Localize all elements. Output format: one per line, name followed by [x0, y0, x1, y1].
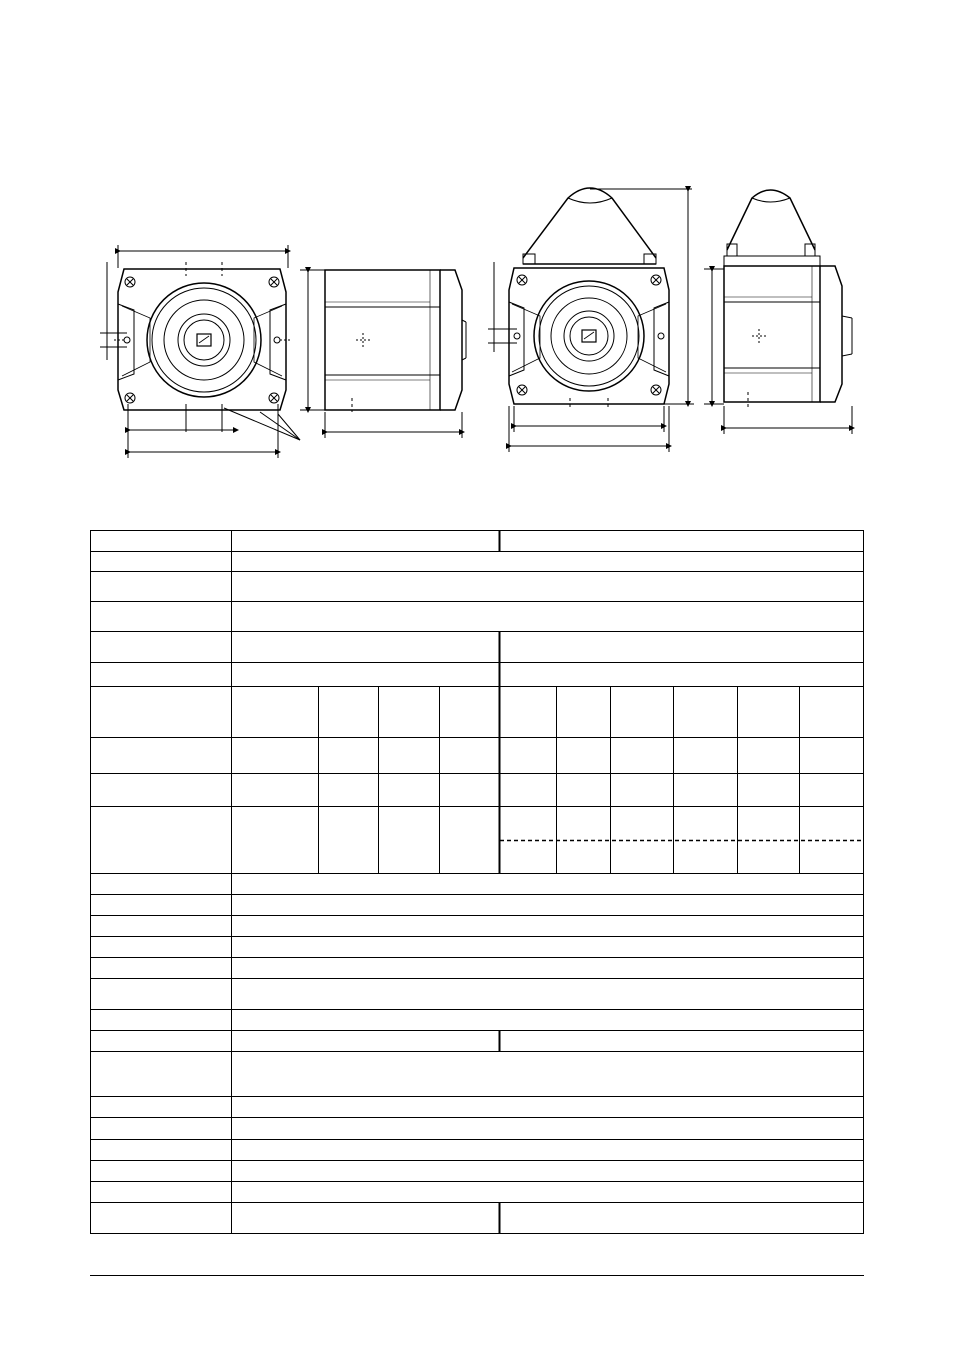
table-row — [90, 552, 864, 1203]
footer-rule — [90, 1275, 864, 1276]
sub-column-dividers-right — [557, 686, 800, 873]
sub-column-dividers-left — [319, 686, 440, 873]
table-frame — [91, 531, 864, 1234]
